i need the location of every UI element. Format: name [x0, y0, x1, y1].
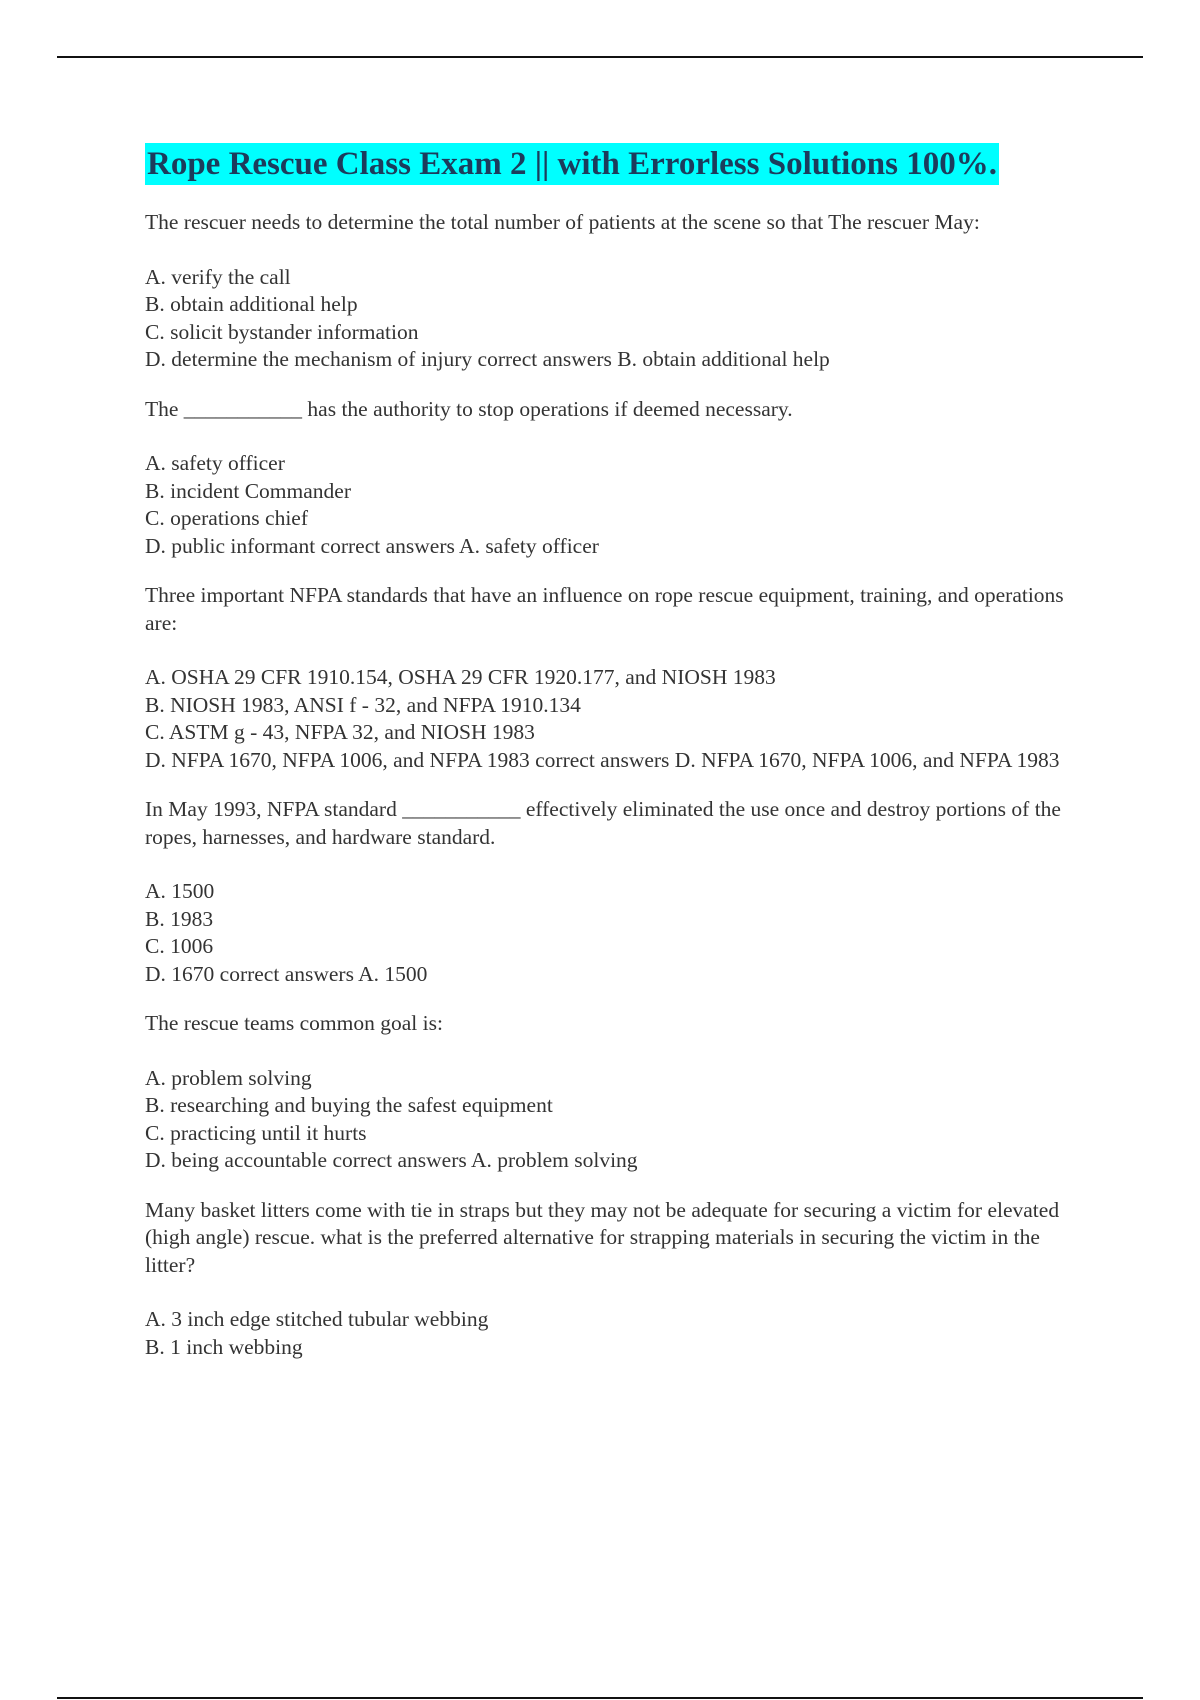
answer-option: A. verify the call — [145, 264, 291, 289]
question-block — [145, 209, 1090, 374]
answer-option: B. 1 inch webbing — [145, 1334, 303, 1359]
answer-options — [145, 1306, 1090, 1361]
answer-option: B. obtain additional help — [145, 292, 358, 316]
answer-option: D. being accountable correct answers A. problem solving — [145, 1148, 638, 1172]
answer-option: C. solicit bystander information — [145, 319, 419, 344]
top-rule — [57, 56, 1143, 58]
answer-option: B. 1983 — [145, 906, 214, 931]
document-body — [145, 143, 1090, 1361]
answer-options — [145, 664, 1090, 774]
answer-option: C. 1006 — [145, 934, 214, 958]
answer-option: A. 1500 — [145, 879, 215, 903]
question-text: In May 1993, NFPA standard ___________ effectively eliminated the use once and destroy portions of the ropes, harnesses, and hardware standard. — [145, 797, 1061, 849]
answer-option: D. NFPA 1670, NFPA 1006, and NFPA 1983 correct answers D. NFPA 1670, NFPA 1006, and NFPA 1983 — [145, 747, 1060, 772]
answer-option: B. researching and buying the safest equipment — [145, 1093, 553, 1117]
question-text: Many basket litters come with tie in straps but they may not be adequate for securing a victim for elevated (high angle) rescue. what is the preferred alternative for strapping materials in securing the victim in the litter? — [145, 1197, 1060, 1277]
answer-option: C. ASTM g - 43, NFPA 32, and NIOSH 1983 — [145, 720, 535, 744]
question-block — [145, 582, 1090, 774]
question-block — [145, 1197, 1090, 1362]
question-block — [145, 396, 1090, 561]
question-text: The ___________ has the authority to stop operations if deemed necessary. — [145, 396, 793, 421]
document-title: Rope Rescue Class Exam 2 || with Errorless Solutions 100%. — [145, 143, 999, 185]
answer-option: D. determine the mechanism of injury correct answers B. obtain additional help — [145, 347, 830, 371]
answer-option: A. safety officer — [145, 451, 285, 475]
question-block — [145, 796, 1090, 988]
question-text: Three important NFPA standards that have an influence on rope rescue equipment, training, and operations are: — [145, 583, 1064, 635]
answer-option: D. public informant correct answers A. safety officer — [145, 533, 599, 558]
answer-option: A. OSHA 29 CFR 1910.154, OSHA 29 CFR 1920.177, and NIOSH 1983 — [145, 665, 776, 689]
answer-options — [145, 1065, 1090, 1175]
bottom-rule — [57, 1697, 1143, 1699]
answer-options — [145, 878, 1090, 988]
answer-option: C. practicing until it hurts — [145, 1120, 367, 1145]
answer-option: B. incident Commander — [145, 478, 352, 503]
answer-option: C. operations chief — [145, 506, 308, 530]
answer-option: A. 3 inch edge stitched tubular webbing — [145, 1307, 489, 1331]
answer-options — [145, 450, 1090, 560]
question-text: The rescue teams common goal is: — [145, 1011, 443, 1035]
answer-option: B. NIOSH 1983, ANSI f - 32, and NFPA 1910.134 — [145, 692, 581, 717]
answer-option: D. 1670 correct answers A. 1500 — [145, 961, 428, 986]
answer-option: A. problem solving — [145, 1065, 312, 1090]
answer-options — [145, 264, 1090, 374]
question-text: The rescuer needs to determine the total number of patients at the scene so that The rescuer May: — [145, 210, 980, 234]
question-block — [145, 1010, 1090, 1175]
